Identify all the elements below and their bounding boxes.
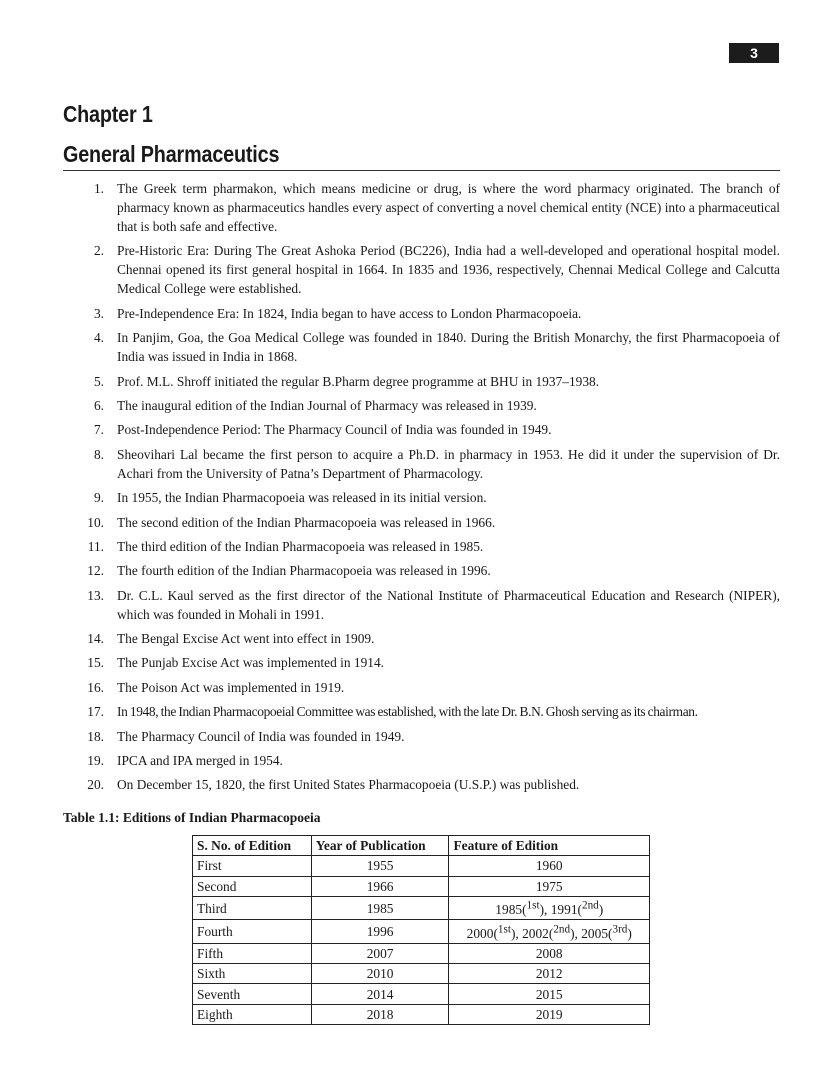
item-number: 7. <box>93 422 104 438</box>
item-text: Pre-Independence Era: In 1824, India began to have access to London Pharmacopoeia. <box>117 305 582 321</box>
feature-cell: 2019 <box>449 1004 650 1024</box>
item-text: Sheovihari Lal became the first person to acquire a Ph.D. in pharmacy in 1953. He did it under the supervision of Dr. Achari from the University of Patna’s Department of Pharmacology. <box>117 446 780 481</box>
year-cell: 1966 <box>311 876 449 896</box>
item-number: 17. <box>87 704 104 720</box>
page-number-badge: 3 <box>729 43 779 63</box>
column-header: Year of Publication <box>311 836 449 856</box>
item-number: 9. <box>93 490 104 506</box>
item-text: On December 15, 1820, the first United States Pharmacopoeia (U.S.P.) was published. <box>117 777 580 793</box>
list-item <box>79 420 780 439</box>
edition-cell: Fifth <box>193 943 312 963</box>
feature-part: 1985($^{1st}$), <box>495 899 551 918</box>
table-header-row <box>193 836 650 856</box>
list-item <box>79 727 780 746</box>
list-item <box>79 513 780 532</box>
points-list <box>79 179 780 800</box>
title-rule <box>63 170 780 171</box>
list-item <box>79 328 780 366</box>
table-caption: Table 1.1: Editions of Indian Pharmacopoeia <box>63 810 321 825</box>
year-cell: 2007 <box>311 943 449 963</box>
feature-cell: 1960 <box>449 856 650 876</box>
feature-part: 1991($^{2nd}$) <box>550 899 604 918</box>
list-item <box>79 372 780 391</box>
feature-cell: 2012 <box>449 964 650 984</box>
feature-part: 2005($^{3rd}$) <box>581 923 632 941</box>
year-cell: 2010 <box>311 964 449 984</box>
item-text: The Greek term pharmakon, which means medicine or drug, is where the word pharmacy originated. The branch of pharmacy known as pharmaceutics handles every aspect of converting a novel chemical entity (NCE) into a pharmaceutical that is both safe and effective. <box>117 181 780 234</box>
list-item <box>79 653 780 672</box>
column-header: S. No. of Edition <box>193 836 312 856</box>
item-number: 11. <box>87 538 104 554</box>
item-number: 8. <box>93 446 104 462</box>
item-number: 12. <box>87 563 104 579</box>
list-item <box>79 488 780 507</box>
feature-part: 2000($^{1st}$), <box>466 923 523 941</box>
feature-cell: 1975 <box>449 876 650 896</box>
item-text: The Bengal Excise Act went into effect in 1909. <box>117 631 375 647</box>
table-row <box>193 984 650 1004</box>
chapter-label: Chapter 1 <box>63 101 153 127</box>
table-row <box>193 876 650 896</box>
item-number: 16. <box>87 679 104 695</box>
list-item <box>79 537 780 556</box>
table-row <box>193 856 650 876</box>
edition-cell: Seventh <box>193 984 312 1004</box>
edition-cell: Sixth <box>193 964 312 984</box>
edition-cell: Eighth <box>193 1004 312 1024</box>
item-text: The Punjab Excise Act was implemented in 1914. <box>117 655 385 671</box>
list-item <box>79 629 780 648</box>
item-text: The second edition of the Indian Pharmacopoeia was released in 1966. <box>117 514 496 530</box>
chapter-title: General Pharmaceutics <box>63 141 280 167</box>
year-cell: 2014 <box>311 984 449 1004</box>
feature-cell: 2008 <box>449 943 650 963</box>
item-text: The third edition of the Indian Pharmacopoeia was released in 1985. <box>117 538 484 554</box>
item-number: 14. <box>87 631 104 647</box>
item-text: The inaugural edition of the Indian Journal of Pharmacy was released in 1939. <box>117 397 537 413</box>
item-text: Pre-Historic Era: During The Great Ashoka Period (BC226), India had a well-developed and operational hospital model. Chennai opened its first general hospital in 1664. In 1835 and 1936, respectively, Chennai Medical College and Calcutta Medical College were established. <box>117 243 780 297</box>
edition-cell: Third <box>193 896 312 919</box>
table-row <box>193 964 650 984</box>
item-number: 4. <box>93 330 104 346</box>
year-cell: 1985 <box>311 896 449 919</box>
list-item <box>79 179 780 236</box>
item-text: Prof. M.L. Shroff initiated the regular B.Pharm degree programme at BHU in 1937–1938. <box>117 373 600 389</box>
item-text: In Panjim, Goa, the Goa Medical College was founded in 1840. During the British Monarchy, the first Pharmacopoeia of India was issued in India in 1868. <box>117 330 780 365</box>
item-text: Post-Independence Period: The Pharmacy Council of India was founded in 1949. <box>117 422 552 438</box>
item-number: 6. <box>93 397 104 413</box>
item-text: Dr. C.L. Kaul served as the first director of the National Institute of Pharmaceutical Education and Research (NIPER), which was founded in Mohali in 1991. <box>117 587 780 622</box>
table-row <box>193 896 650 919</box>
item-number: 1. <box>93 181 104 196</box>
list-item <box>79 775 780 794</box>
item-text: The Poison Act was implemented in 1919. <box>117 679 345 695</box>
item-number: 19. <box>87 753 104 769</box>
item-number: 5. <box>93 373 104 389</box>
list-item <box>79 396 780 415</box>
item-number: 13. <box>87 587 104 603</box>
list-item <box>79 304 780 323</box>
table-row <box>193 943 650 963</box>
table-row <box>193 1004 650 1024</box>
item-number: 15. <box>87 655 104 671</box>
list-item <box>79 445 780 483</box>
list-item <box>79 561 780 580</box>
edition-cell: Fourth <box>193 920 312 943</box>
list-item <box>79 751 780 770</box>
table-row <box>193 920 650 943</box>
year-cell: 2018 <box>311 1004 449 1024</box>
list-item <box>79 586 780 624</box>
item-number: 20. <box>87 777 104 793</box>
item-number: 3. <box>93 305 104 321</box>
item-number: 18. <box>87 728 104 744</box>
list-item <box>79 241 780 298</box>
item-text: In 1948, the Indian Pharmacopoeial Committee was established, with the late Dr. B.N. Ghosh serving as its chairman. <box>117 704 698 720</box>
feature-cell <box>449 896 650 919</box>
item-text: In 1955, the Indian Pharmacopoeia was released in its initial version. <box>117 490 487 506</box>
feature-part: 2002($^{2nd}$), <box>522 923 582 941</box>
editions-table <box>192 835 650 1025</box>
item-number: 10. <box>87 514 104 530</box>
item-text: The fourth edition of the Indian Pharmacopoeia was released in 1996. <box>117 563 491 579</box>
item-text: The Pharmacy Council of India was founded in 1949. <box>117 728 405 744</box>
list-item <box>79 678 780 697</box>
item-number: 2. <box>93 243 104 259</box>
item-text: IPCA and IPA merged in 1954. <box>117 753 283 769</box>
year-cell: 1996 <box>311 920 449 943</box>
edition-cell: Second <box>193 876 312 896</box>
edition-cell: First <box>193 856 312 876</box>
year-cell: 1955 <box>311 856 449 876</box>
feature-cell <box>449 920 650 943</box>
column-header: Feature of Edition <box>449 836 650 856</box>
feature-cell: 2015 <box>449 984 650 1004</box>
list-item <box>79 702 780 721</box>
